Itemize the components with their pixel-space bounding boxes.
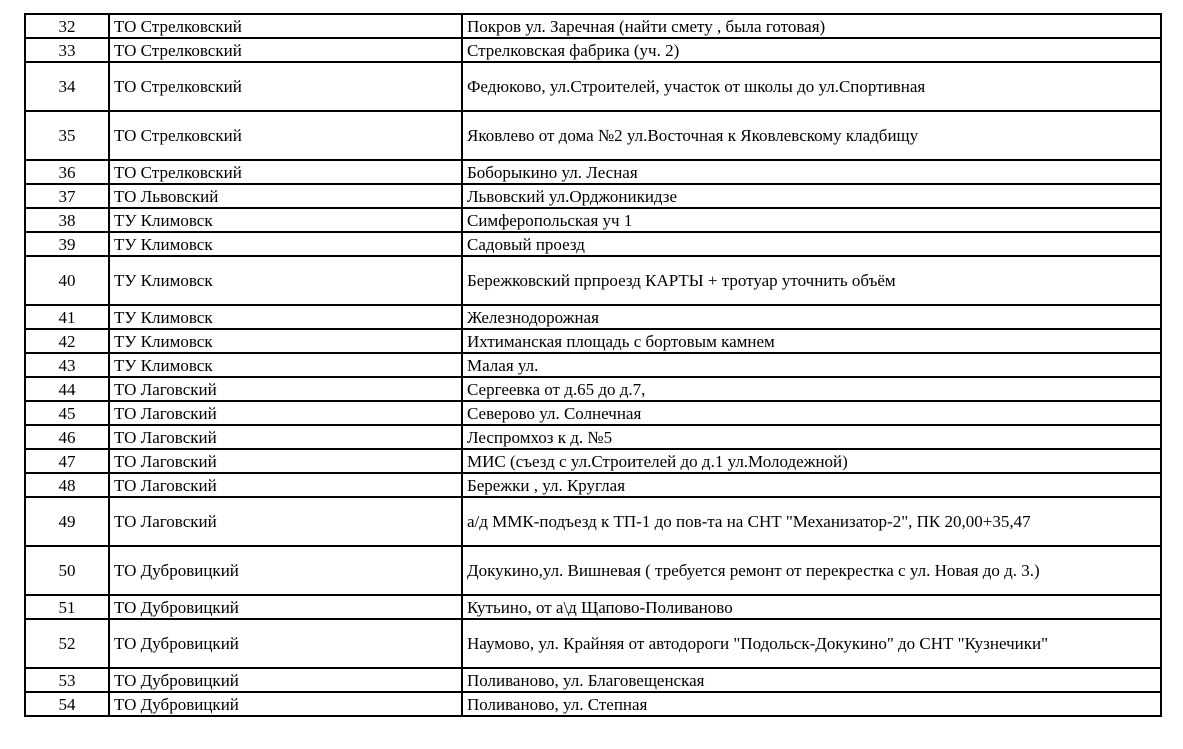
object-cell: Докукино,ул. Вишневая ( требуется ремонт от перекрестка с ул. Новая до д. 3.) [462,546,1161,595]
object-cell: Симферопольская уч 1 [462,208,1161,232]
territory-cell: ТО Лаговский [109,401,462,425]
territory-cell: ТУ Климовск [109,305,462,329]
table-row [25,160,1161,184]
object-cell: Яковлево от дома №2 ул.Восточная к Яковлевскому кладбищу [462,111,1161,160]
table-row [25,497,1161,546]
territory-cell: ТО Дубровицкий [109,546,462,595]
territory-cell: ТУ Климовск [109,208,462,232]
table-row [25,595,1161,619]
territory-cell: ТО Стрелковский [109,111,462,160]
row-number-cell: 50 [25,546,109,595]
row-number-cell: 48 [25,473,109,497]
object-cell: Ихтиманская площадь с бортовым камнем [462,329,1161,353]
table-row [25,401,1161,425]
object-cell: Сергеевка от д.65 до д.7, [462,377,1161,401]
object-cell: Садовый проезд [462,232,1161,256]
row-number-cell: 37 [25,184,109,208]
row-number-cell: 34 [25,62,109,111]
table-row [25,377,1161,401]
row-number-cell: 32 [25,14,109,38]
territory-cell: ТО Стрелковский [109,160,462,184]
row-number-cell: 36 [25,160,109,184]
table-row [25,305,1161,329]
territory-cell: ТО Лаговский [109,449,462,473]
table-row [25,668,1161,692]
object-cell: Стрелковская фабрика (уч. 2) [462,38,1161,62]
territory-cell: ТО Стрелковский [109,38,462,62]
object-cell: Покров ул. Заречная (найти смету , была готовая) [462,14,1161,38]
row-number-cell: 51 [25,595,109,619]
row-number-cell: 46 [25,425,109,449]
object-cell: Бережковский прпроезд КАРТЫ + тротуар уточнить объём [462,256,1161,305]
table-row [25,208,1161,232]
territory-cell: ТО Дубровицкий [109,668,462,692]
row-number-cell: 33 [25,38,109,62]
territory-cell: ТО Лаговский [109,377,462,401]
table-body [25,14,1161,716]
table-row [25,184,1161,208]
territory-cell: ТО Дубровицкий [109,692,462,716]
row-number-cell: 35 [25,111,109,160]
row-number-cell: 45 [25,401,109,425]
row-number-cell: 49 [25,497,109,546]
territory-cell: ТО Лаговский [109,425,462,449]
object-cell: Федюково, ул.Строителей, участок от школы до ул.Спортивная [462,62,1161,111]
roads-table [24,13,1162,717]
territory-cell: ТУ Климовск [109,329,462,353]
row-number-cell: 52 [25,619,109,668]
row-number-cell: 42 [25,329,109,353]
object-cell: Боборыкино ул. Лесная [462,160,1161,184]
object-cell: Бережки , ул. Круглая [462,473,1161,497]
object-cell: Поливаново, ул. Благовещенская [462,668,1161,692]
table-row [25,111,1161,160]
object-cell: МИС (съезд с ул.Строителей до д.1 ул.Молодежной) [462,449,1161,473]
object-cell: а/д ММК-подъезд к ТП-1 до пов-та на СНТ "Механизатор-2", ПК 20,00+35,47 [462,497,1161,546]
object-cell: Железнодорожная [462,305,1161,329]
territory-cell: ТО Лаговский [109,497,462,546]
table-row [25,425,1161,449]
object-cell: Северово ул. Солнечная [462,401,1161,425]
row-number-cell: 40 [25,256,109,305]
table-row [25,546,1161,595]
territory-cell: ТУ Климовск [109,232,462,256]
territory-cell: ТО Лаговский [109,473,462,497]
territory-cell: ТУ Климовск [109,353,462,377]
territory-cell: ТО Львовский [109,184,462,208]
table-row [25,473,1161,497]
table-row [25,256,1161,305]
row-number-cell: 47 [25,449,109,473]
object-cell: Кутьино, от а\д Щапово-Поливаново [462,595,1161,619]
row-number-cell: 43 [25,353,109,377]
territory-cell: ТУ Климовск [109,256,462,305]
row-number-cell: 44 [25,377,109,401]
table-row [25,449,1161,473]
object-cell: Малая ул. [462,353,1161,377]
row-number-cell: 41 [25,305,109,329]
territory-cell: ТО Стрелковский [109,14,462,38]
table-row [25,14,1161,38]
table-row [25,62,1161,111]
table-row [25,353,1161,377]
table-row [25,619,1161,668]
object-cell: Наумово, ул. Крайняя от автодороги "Подольск-Докукино" до СНТ "Кузнечики" [462,619,1161,668]
object-cell: Леспромхоз к д. №5 [462,425,1161,449]
table-row [25,38,1161,62]
table-row [25,692,1161,716]
table-row [25,232,1161,256]
object-cell: Львовский ул.Орджоникидзе [462,184,1161,208]
object-cell: Поливаново, ул. Степная [462,692,1161,716]
table-row [25,329,1161,353]
territory-cell: ТО Стрелковский [109,62,462,111]
territory-cell: ТО Дубровицкий [109,595,462,619]
row-number-cell: 54 [25,692,109,716]
row-number-cell: 53 [25,668,109,692]
row-number-cell: 38 [25,208,109,232]
row-number-cell: 39 [25,232,109,256]
territory-cell: ТО Дубровицкий [109,619,462,668]
